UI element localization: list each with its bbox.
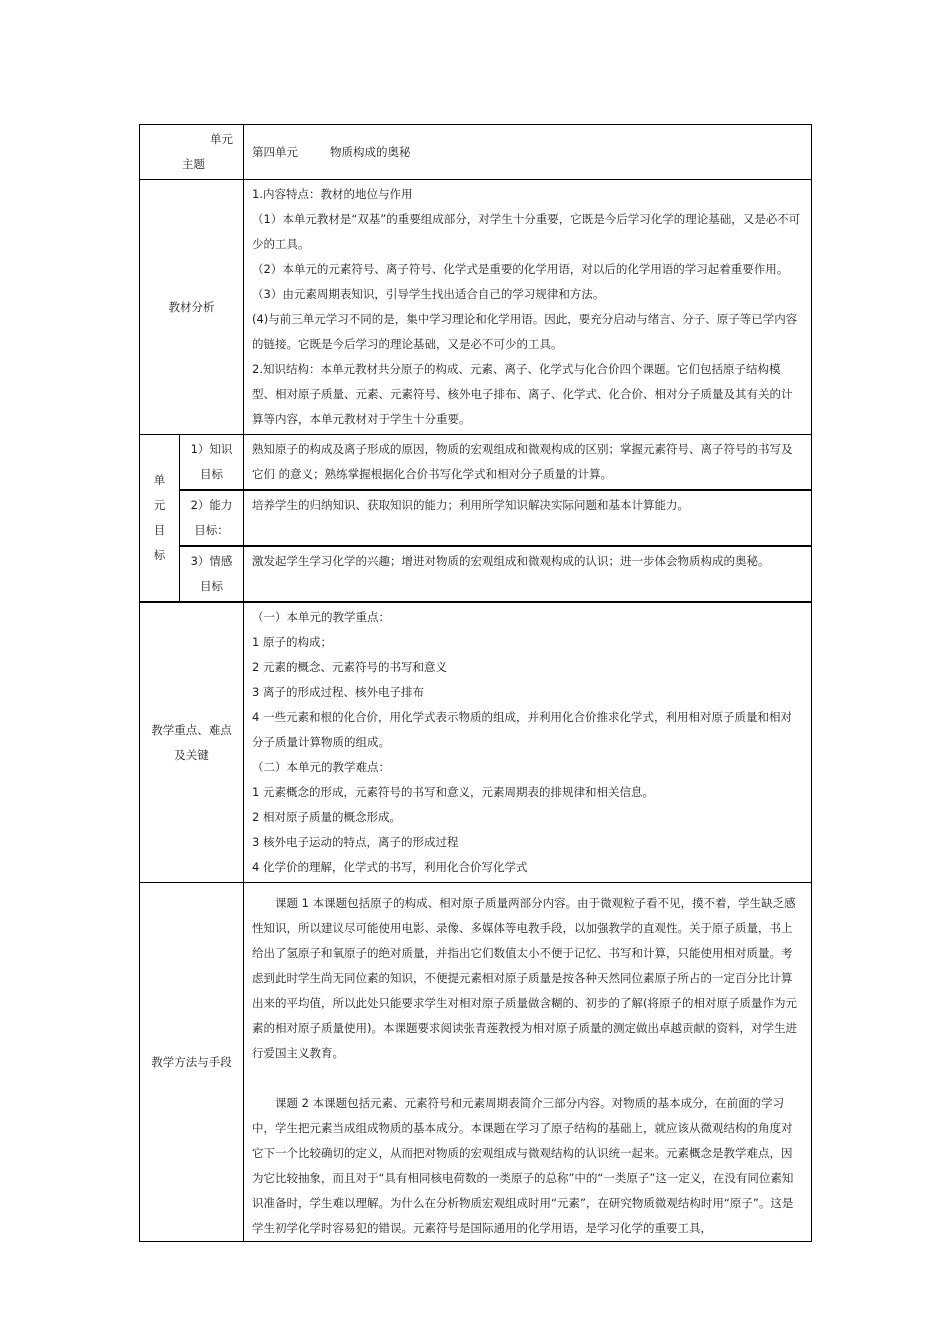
emotion-goal-text: 激发起学生学习化学的兴趣；增进对物质的宏观组成和微观构成的认识；进一步体会物质构成的奥秘。	[244, 546, 812, 602]
key-points-paragraph: 4 化学价的理解，化学式的书写，利用化合价写化学式	[252, 860, 528, 874]
key-points-paragraph: （二）本单元的教学难点：	[252, 760, 390, 774]
unit-goals-label	[140, 435, 180, 603]
emotion-goal-label-line2: 目标	[200, 579, 223, 593]
material-paragraph: （1）本单元教材是“双基”的重要组成部分，对学生十分重要，它既是今后学习化学的理论基础，又是必不可少的工具。	[252, 212, 801, 251]
key-points-label-line2: 及关键	[174, 747, 209, 762]
unit-theme-label	[140, 125, 244, 180]
unit-goals-char: 单	[153, 473, 166, 487]
material-analysis-content	[244, 180, 812, 435]
unit-goals-char: 元	[153, 498, 166, 512]
ability-goal-label-line2: 目标：	[194, 523, 229, 537]
unit-name: 物质构成的奥秘	[330, 144, 411, 159]
methods-paragraph-1: 课题 1 本课题包括原子的构成、相对原子质量两部分内容。由于微观粒子看不见，摸不着，学生缺乏感性知识，所以建议尽可能使用电影、录像、多媒体等电教手段，以加强教学的直观性。关于原子质量，书上给出了氢原子和氧原子的绝对质量，并指出它们数值太小不便于记忆、书写和计算，只能使用相对质量。考虑到此时学生尚无同位素的知识，不便提元素相对原子质量是按各种天然同位素原子所占的一定百分比计算出来的平均值，所以此处只能要求学生对相对原子质量做含糊的、初步的了解(将原子的相对原子质量作为元素的相对原子质量使用)。本课题要求阅读张青莲教授为相对原子质量的测定做出卓越贡献的资料，对学生进行爱国主义教育。	[252, 896, 797, 1060]
key-points-paragraph: （一）本单元的教学重点：	[252, 610, 390, 624]
unit-theme-row	[140, 125, 812, 180]
emotion-goal-label	[180, 546, 244, 602]
ability-goal-row	[140, 490, 812, 546]
key-points-paragraph: 3 核外电子运动的特点，离子的形成过程	[252, 835, 459, 849]
emotion-goal-label-line1: 3）情感	[190, 554, 233, 568]
emotion-goal-row	[140, 546, 812, 602]
unit-theme-label-line1: 单元	[210, 132, 233, 146]
lesson-plan-table	[139, 124, 812, 1242]
material-paragraph: （3）由元素周期表知识，引导学生找出适合自己的学习规律和方法。	[252, 287, 605, 301]
ability-goal-label-line1: 2）能力	[190, 498, 233, 512]
unit-theme-value	[244, 125, 812, 180]
key-points-paragraph: 2 相对原子质量的概念形成。	[252, 810, 401, 824]
material-analysis-row	[140, 180, 812, 435]
material-paragraph: 1.内容特点：教材的地位与作用	[252, 187, 413, 201]
key-points-content	[244, 602, 812, 883]
methods-paragraph-2: 课题 2 本课题包括元素、元素符号和元素周期表简介三部分内容。对物质的基本成分，在前面的学习中，学生把元素当成组成物质的基本成分。本课题在学习了原子结构的基础上，就应该从微观结构的角度对它下一个比较确切的定义，从而把对物质的宏观组成与微观结构的认识统一起来。元素概念是教学难点，因为它比较抽象，而且对于“具有相同核电荷数的一类原子的总称”中的“一类原子”这一定义，在没有同位素知识准备时，学生难以理解。为什么在分析物质宏观组成时用“元素”，在研究物质微观结构时用“原子”。这是学生初学化学时容易犯的错误。元素符号是国际通用的化学用语，是学习化学的重要工具，	[252, 1096, 794, 1235]
knowledge-goal-label-line1: 1）知识	[190, 442, 233, 456]
material-paragraph: （2）本单元的元素符号、离子符号、化学式是重要的化学用语，对以后的化学用语的学习起着重要作用。	[252, 262, 789, 276]
key-points-row	[140, 602, 812, 883]
material-paragraph: 2.知识结构：本单元教材共分原子的构成、元素、离子、化学式与化合价四个课题。它们包括原子结构模型、相对原子质量、元素、元素符号、核外电子排布、离子、化学式、化合价、相对分子质量及其有关的计算等内容，本单元教材对于学生十分重要。	[252, 362, 793, 426]
ability-goal-label	[180, 490, 244, 546]
knowledge-goal-text: 熟知原子的构成及离子形成的原因，物质的宏观组成和微观构成的区别；掌握元素符号、离子符号的书写及它们 的意义；熟练掌握根据化合价书写化学式和相对分子质量的计算。	[244, 435, 812, 491]
key-points-label-line1: 教学重点、难点	[151, 722, 232, 737]
methods-content	[244, 883, 812, 1242]
key-points-paragraph: 3 离子的形成过程、核外电子排布	[252, 685, 424, 699]
key-points-paragraph: 4 一些元素和根的化合价，用化学式表示物质的组成，并利用化合价推求化学式，利用相对原子质量和相对分子质量计算物质的组成。	[252, 710, 792, 749]
unit-theme-label-line2: 主题	[182, 157, 205, 171]
methods-label: 教学方法与手段	[140, 883, 244, 1242]
key-points-paragraph: 2 元素的概念、元素符号的书写和意义	[252, 660, 447, 674]
knowledge-goal-label-line2: 目标	[200, 467, 223, 481]
knowledge-goal-label	[180, 435, 244, 491]
key-points-label	[140, 602, 244, 883]
material-analysis-label: 教材分析	[140, 180, 244, 435]
key-points-paragraph: 1 原子的构成；	[252, 635, 332, 649]
knowledge-goal-row	[140, 435, 812, 491]
ability-goal-text: 培养学生的归纳知识、获取知识的能力；利用所学知识解决实际问题和基本计算能力。	[244, 490, 812, 546]
methods-row	[140, 883, 812, 1242]
unit-goals-char: 目	[153, 523, 166, 537]
unit-goals-char: 标	[153, 548, 166, 562]
material-paragraph: (4)与前三单元学习不同的是，集中学习理论和化学用语。因此，要充分启动与绪言、分子、原子等已学内容的链接。它既是今后学习的理论基础，又是必不可少的工具。	[252, 312, 798, 351]
key-points-paragraph: 1 元素概念的形成，元素符号的书写和意义，元素周期表的排规律和相关信息。	[252, 785, 654, 799]
unit-number: 第四单元	[252, 144, 298, 159]
